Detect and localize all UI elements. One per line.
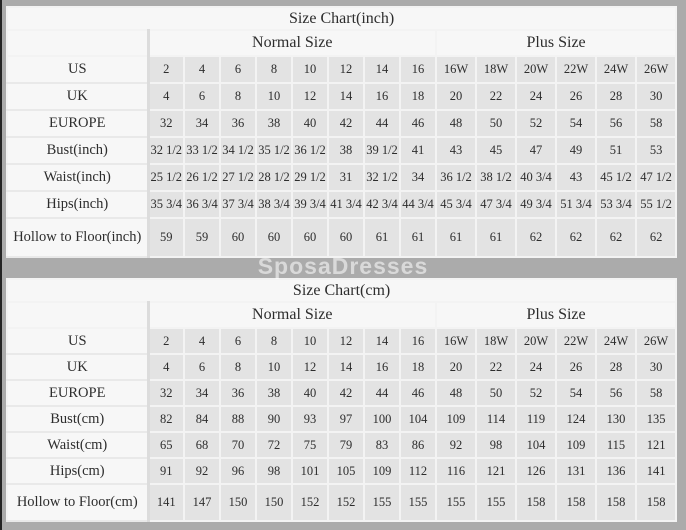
size-cell: 12 [328, 328, 364, 354]
size-cell: 22W [556, 328, 596, 354]
size-cell: 43 [556, 164, 596, 191]
size-cell: 51 3/4 [556, 191, 596, 218]
size-cell: 34 1/2 [220, 137, 256, 164]
size-cell: 14 [364, 328, 400, 354]
size-cell: 26 [556, 354, 596, 380]
size-cell: 130 [596, 406, 636, 432]
size-cell: 147 [184, 484, 220, 521]
size-chart-table [6, 278, 677, 522]
size-cell: 96 [220, 458, 256, 484]
size-cell: 70 [220, 432, 256, 458]
group-header-plus-size: Plus Size [436, 30, 676, 56]
size-cell: 109 [364, 458, 400, 484]
size-cell: 16W [436, 328, 476, 354]
size-cell: 45 3/4 [436, 191, 476, 218]
size-cell: 44 [364, 380, 400, 406]
size-cell: 86 [400, 432, 436, 458]
table-row [7, 164, 676, 191]
size-cell: 104 [400, 406, 436, 432]
size-cell: 25 1/2 [148, 164, 184, 191]
size-cell: 43 [436, 137, 476, 164]
row-label: EUROPE [7, 380, 148, 406]
size-cell: 56 [596, 380, 636, 406]
size-cell: 62 [556, 218, 596, 257]
size-cell: 22 [476, 83, 516, 110]
size-cell: 48 [436, 110, 476, 137]
size-cell: 8 [256, 56, 292, 83]
group-header-row [7, 302, 676, 328]
size-cell: 34 [184, 380, 220, 406]
size-cell: 83 [364, 432, 400, 458]
group-header-plus-size: Plus Size [436, 302, 676, 328]
size-cell: 105 [328, 458, 364, 484]
size-cell: 38 1/2 [476, 164, 516, 191]
size-cell: 35 1/2 [256, 137, 292, 164]
size-cell: 26W [636, 56, 676, 83]
size-cell: 56 [596, 110, 636, 137]
size-cell: 48 [436, 380, 476, 406]
size-cell: 16 [400, 56, 436, 83]
row-label: Hips(cm) [7, 458, 148, 484]
row-label: US [7, 56, 148, 83]
size-cell: 30 [636, 354, 676, 380]
size-cell: 14 [328, 354, 364, 380]
size-cell: 14 [364, 56, 400, 83]
table-title: Size Chart(cm) [7, 279, 676, 302]
size-cell: 54 [556, 380, 596, 406]
size-cell: 100 [364, 406, 400, 432]
size-cell: 18 [400, 354, 436, 380]
size-cell: 60 [328, 218, 364, 257]
row-label: UK [7, 354, 148, 380]
size-cell: 26 [556, 83, 596, 110]
size-cell: 40 [292, 380, 328, 406]
size-cell: 12 [292, 83, 328, 110]
size-cell: 44 [364, 110, 400, 137]
size-cell: 119 [516, 406, 556, 432]
size-cell: 104 [516, 432, 556, 458]
size-cell: 150 [220, 484, 256, 521]
size-cell: 36 [220, 380, 256, 406]
size-cell: 38 [328, 137, 364, 164]
size-cell: 158 [636, 484, 676, 521]
size-cell: 58 [636, 380, 676, 406]
size-cell: 115 [596, 432, 636, 458]
size-cell: 101 [292, 458, 328, 484]
table-row [7, 380, 676, 406]
size-cell: 46 [400, 380, 436, 406]
size-cell: 38 [256, 380, 292, 406]
size-cell: 42 [328, 110, 364, 137]
size-cell: 4 [148, 83, 184, 110]
size-cell: 47 3/4 [476, 191, 516, 218]
size-cell: 141 [636, 458, 676, 484]
group-header-normal-size: Normal Size [148, 30, 436, 56]
size-cell: 82 [148, 406, 184, 432]
size-cell: 109 [436, 406, 476, 432]
size-cell: 62 [596, 218, 636, 257]
size-cell: 12 [292, 354, 328, 380]
size-cell: 52 [516, 110, 556, 137]
size-cell: 38 [256, 110, 292, 137]
table-row [7, 458, 676, 484]
row-label: Waist(inch) [7, 164, 148, 191]
size-cell: 24 [516, 83, 556, 110]
size-cell: 42 [328, 380, 364, 406]
size-cell: 84 [184, 406, 220, 432]
size-cell: 35 3/4 [148, 191, 184, 218]
row-label: Hollow to Floor(cm) [7, 484, 148, 521]
size-cell: 6 [220, 56, 256, 83]
size-cell: 135 [636, 406, 676, 432]
size-cell: 39 1/2 [364, 137, 400, 164]
size-cell: 18 [400, 83, 436, 110]
size-cell: 18W [476, 328, 516, 354]
table-row [7, 218, 676, 257]
size-cell: 41 3/4 [328, 191, 364, 218]
size-cell: 79 [328, 432, 364, 458]
size-cell: 62 [516, 218, 556, 257]
size-cell: 126 [516, 458, 556, 484]
size-cell: 4 [184, 56, 220, 83]
size-cell: 92 [436, 432, 476, 458]
size-cell: 31 [328, 164, 364, 191]
size-cell: 44 3/4 [400, 191, 436, 218]
table-row [7, 56, 676, 83]
size-cell: 33 1/2 [184, 137, 220, 164]
size-cell: 4 [148, 354, 184, 380]
size-cell: 12 [328, 56, 364, 83]
size-cell: 59 [148, 218, 184, 257]
size-cell: 68 [184, 432, 220, 458]
size-cell: 112 [400, 458, 436, 484]
size-cell: 8 [220, 83, 256, 110]
size-cell: 98 [256, 458, 292, 484]
size-cell: 61 [364, 218, 400, 257]
size-cell: 60 [256, 218, 292, 257]
size-cell: 8 [220, 354, 256, 380]
size-cell: 158 [516, 484, 556, 521]
size-chart-table [6, 6, 677, 258]
size-cell: 29 1/2 [292, 164, 328, 191]
size-cell: 150 [256, 484, 292, 521]
size-cell: 47 1/2 [636, 164, 676, 191]
table-row [7, 354, 676, 380]
size-cell: 121 [636, 432, 676, 458]
size-cell: 36 [220, 110, 256, 137]
size-cell: 2 [148, 328, 184, 354]
table-row [7, 328, 676, 354]
size-cell: 20W [516, 56, 556, 83]
group-header-row [7, 30, 676, 56]
size-cell: 54 [556, 110, 596, 137]
size-cell: 59 [184, 218, 220, 257]
size-cell: 4 [184, 328, 220, 354]
size-cell: 2 [148, 56, 184, 83]
size-cell: 47 [516, 137, 556, 164]
size-cell: 158 [556, 484, 596, 521]
size-cell: 41 [400, 137, 436, 164]
size-cell: 131 [556, 458, 596, 484]
size-chart-inch-section [6, 6, 677, 258]
table-row [7, 137, 676, 164]
row-label: Waist(cm) [7, 432, 148, 458]
size-cell: 40 3/4 [516, 164, 556, 191]
size-cell: 49 3/4 [516, 191, 556, 218]
size-cell: 58 [636, 110, 676, 137]
row-label: EUROPE [7, 110, 148, 137]
size-cell: 18W [476, 56, 516, 83]
table-row [7, 484, 676, 521]
size-cell: 158 [596, 484, 636, 521]
size-cell: 6 [184, 354, 220, 380]
size-cell: 39 3/4 [292, 191, 328, 218]
size-cell: 22 [476, 354, 516, 380]
row-label: Bust(cm) [7, 406, 148, 432]
watermark: SposaDresses [257, 253, 429, 279]
size-cell: 42 3/4 [364, 191, 400, 218]
row-label: Hollow to Floor(inch) [7, 218, 148, 257]
size-cell: 20 [436, 83, 476, 110]
size-cell: 152 [328, 484, 364, 521]
size-cell: 136 [596, 458, 636, 484]
size-cell: 121 [476, 458, 516, 484]
size-cell: 90 [256, 406, 292, 432]
size-cell: 16 [364, 83, 400, 110]
size-cell: 36 3/4 [184, 191, 220, 218]
size-cell: 62 [636, 218, 676, 257]
size-cell: 28 [596, 354, 636, 380]
size-cell: 155 [476, 484, 516, 521]
size-cell: 53 [636, 137, 676, 164]
size-chart-cm-section [6, 278, 677, 522]
size-cell: 14 [328, 83, 364, 110]
size-cell: 28 [596, 83, 636, 110]
table-row [7, 110, 676, 137]
size-cell: 75 [292, 432, 328, 458]
table-title: Size Chart(inch) [7, 7, 676, 30]
size-cell: 55 1/2 [636, 191, 676, 218]
size-cell: 10 [292, 56, 328, 83]
size-cell: 32 [148, 380, 184, 406]
size-cell: 50 [476, 380, 516, 406]
size-cell: 10 [292, 328, 328, 354]
size-cell: 40 [292, 110, 328, 137]
size-cell: 92 [184, 458, 220, 484]
row-label: Hips(inch) [7, 191, 148, 218]
group-header-spacer [7, 30, 148, 56]
size-cell: 97 [328, 406, 364, 432]
size-cell: 61 [436, 218, 476, 257]
size-cell: 45 [476, 137, 516, 164]
size-cell: 152 [292, 484, 328, 521]
size-cell: 22W [556, 56, 596, 83]
group-header-normal-size: Normal Size [148, 302, 436, 328]
size-cell: 27 1/2 [220, 164, 256, 191]
size-cell: 116 [436, 458, 476, 484]
table-row [7, 406, 676, 432]
size-cell: 30 [636, 83, 676, 110]
size-cell: 37 3/4 [220, 191, 256, 218]
size-cell: 36 1/2 [292, 137, 328, 164]
size-cell: 10 [256, 354, 292, 380]
size-cell: 61 [400, 218, 436, 257]
size-cell: 155 [400, 484, 436, 521]
size-cell: 24W [596, 56, 636, 83]
size-cell: 124 [556, 406, 596, 432]
row-label: UK [7, 83, 148, 110]
size-cell: 20 [436, 354, 476, 380]
size-cell: 16 [364, 354, 400, 380]
size-cell: 26W [636, 328, 676, 354]
size-cell: 32 1/2 [364, 164, 400, 191]
size-cell: 61 [476, 218, 516, 257]
size-cell: 88 [220, 406, 256, 432]
size-cell: 155 [436, 484, 476, 521]
table-row [7, 83, 676, 110]
size-cell: 32 1/2 [148, 137, 184, 164]
table-title-row [7, 279, 676, 302]
size-cell: 60 [292, 218, 328, 257]
size-cell: 16 [400, 328, 436, 354]
left-edge-strip [0, 0, 2, 530]
size-cell: 32 [148, 110, 184, 137]
size-cell: 45 1/2 [596, 164, 636, 191]
table-row [7, 191, 676, 218]
size-cell: 98 [476, 432, 516, 458]
size-cell: 6 [220, 328, 256, 354]
size-cell: 46 [400, 110, 436, 137]
size-cell: 26 1/2 [184, 164, 220, 191]
size-cell: 10 [256, 83, 292, 110]
size-cell: 91 [148, 458, 184, 484]
size-cell: 36 1/2 [436, 164, 476, 191]
size-cell: 24W [596, 328, 636, 354]
size-cell: 51 [596, 137, 636, 164]
size-cell: 20W [516, 328, 556, 354]
size-cell: 93 [292, 406, 328, 432]
size-cell: 8 [256, 328, 292, 354]
size-cell: 28 1/2 [256, 164, 292, 191]
size-cell: 65 [148, 432, 184, 458]
size-cell: 141 [148, 484, 184, 521]
size-cell: 114 [476, 406, 516, 432]
size-cell: 38 3/4 [256, 191, 292, 218]
size-cell: 6 [184, 83, 220, 110]
size-cell: 16W [436, 56, 476, 83]
size-cell: 34 [184, 110, 220, 137]
row-label: US [7, 328, 148, 354]
table-row [7, 432, 676, 458]
size-cell: 109 [556, 432, 596, 458]
size-cell: 24 [516, 354, 556, 380]
size-cell: 50 [476, 110, 516, 137]
table-title-row [7, 7, 676, 30]
size-cell: 52 [516, 380, 556, 406]
size-cell: 49 [556, 137, 596, 164]
size-cell: 34 [400, 164, 436, 191]
size-cell: 155 [364, 484, 400, 521]
group-header-spacer [7, 302, 148, 328]
size-cell: 60 [220, 218, 256, 257]
row-label: Bust(inch) [7, 137, 148, 164]
size-cell: 72 [256, 432, 292, 458]
size-cell: 53 3/4 [596, 191, 636, 218]
